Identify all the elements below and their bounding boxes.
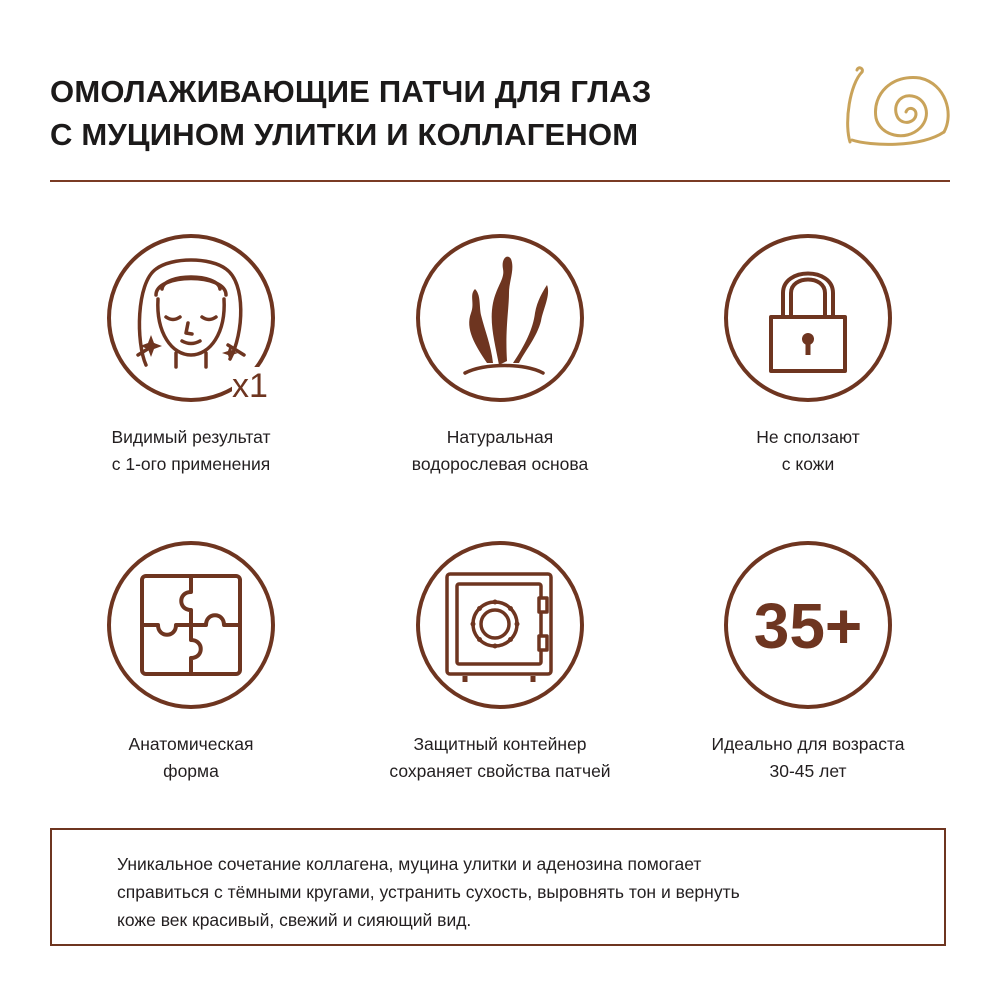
age-badge-icon bbox=[723, 540, 893, 710]
x1-badge: x1 bbox=[232, 367, 268, 403]
age-badge-label: 35+ bbox=[753, 590, 863, 662]
feature-protective-container bbox=[350, 540, 650, 800]
page-title bbox=[50, 70, 810, 156]
feature-caption: Натуральная водорослевая основа bbox=[411, 427, 589, 474]
padlock-icon bbox=[723, 233, 893, 403]
title-line-1: ОМОЛАЖИВАЮЩИЕ ПАТЧИ ДЛЯ ГЛАЗ bbox=[50, 74, 652, 109]
feature-no-slip bbox=[658, 233, 958, 493]
face-icon bbox=[106, 233, 276, 403]
feature-caption: Видимый результат с 1-ого применения bbox=[111, 427, 271, 474]
snail-icon bbox=[840, 62, 952, 152]
description-text: Уникальное сочетание коллагена, муцина улитки и аденозина помогает справиться с тёмными кругами, устранить сухость, выровнять тон и вернуть коже век красивый, свежий и сияющий вид. bbox=[117, 854, 740, 930]
safe-icon bbox=[415, 540, 585, 710]
feature-age-range bbox=[658, 540, 958, 800]
feature-caption: Анатомическая форма bbox=[128, 734, 254, 781]
feature-caption: Не сползают с кожи bbox=[756, 427, 860, 474]
feature-anatomic-shape bbox=[41, 540, 341, 800]
feature-natural-base bbox=[350, 233, 650, 493]
title-line-2: С МУЦИНОМ УЛИТКИ И КОЛЛАГЕНОМ bbox=[50, 117, 639, 152]
puzzle-icon bbox=[106, 540, 276, 710]
feature-caption: Идеально для возраста 30-45 лет bbox=[711, 734, 905, 781]
feature-caption: Защитный контейнер сохраняет свойства патчей bbox=[389, 734, 611, 781]
feature-visible-result bbox=[41, 233, 341, 493]
description-box bbox=[50, 828, 946, 946]
header-divider bbox=[50, 180, 950, 182]
seaweed-icon bbox=[415, 233, 585, 403]
